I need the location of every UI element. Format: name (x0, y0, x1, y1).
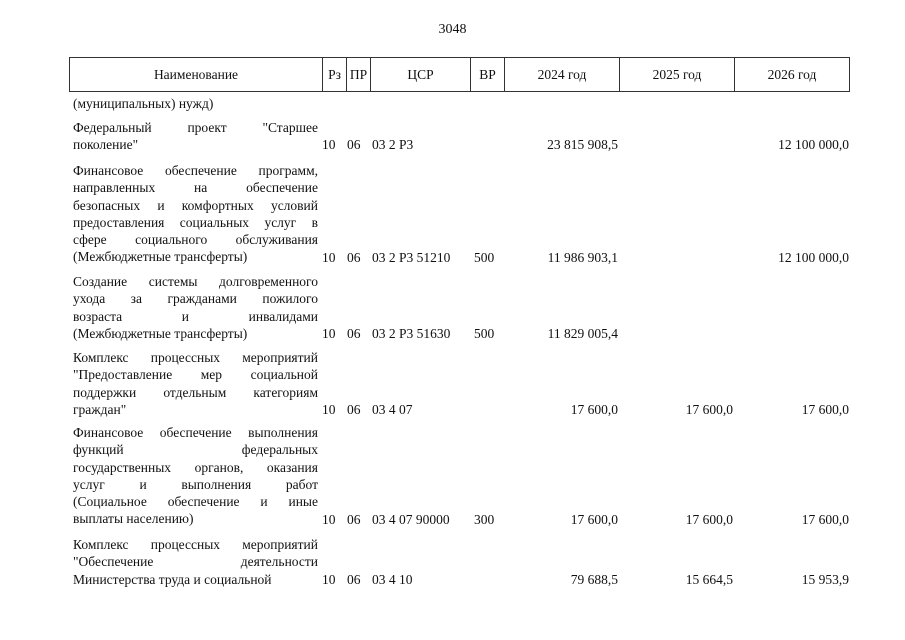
header-2024: 2024 год (505, 58, 620, 91)
table-header (69, 57, 850, 92)
cell-rz: 10 (322, 401, 336, 417)
cell-csr: 03 2 Р3 (372, 137, 414, 153)
row-name-line: направленных на обеспечение (73, 180, 318, 196)
row-name (73, 273, 318, 342)
header-csr: ЦСР (371, 58, 471, 91)
cell-vr: 500 (474, 325, 495, 341)
row-name-line: Финансовое обеспечение программ, (73, 163, 318, 178)
cell-y2024: 11 829 005,4 (547, 325, 618, 341)
cell-csr: 03 4 10 (372, 571, 413, 587)
header-vr: ВР (471, 58, 505, 91)
cell-y2026: 17 600,0 (801, 511, 849, 527)
row-name-line: предоставления социальных услуг в (73, 214, 318, 230)
cell-csr: 03 2 Р3 51210 (372, 249, 451, 265)
cell-pr: 06 (347, 571, 361, 587)
cell-rz: 10 (322, 137, 336, 153)
row-name-line: (Межбюджетные трансферты) (73, 325, 248, 341)
cell-rz: 10 (322, 511, 336, 527)
cell-pr: 06 (347, 249, 361, 265)
cell-pr: 06 (347, 137, 361, 153)
cell-y2025: 17 600,0 (685, 401, 733, 417)
row-name-line: поддержки отдельным категориям (73, 384, 318, 400)
cell-y2024: 23 815 908,5 (547, 137, 618, 153)
header-pr: ПР (347, 58, 371, 91)
row-name-line: Федеральный проект "Старшее (73, 120, 318, 135)
cell-rz: 10 (322, 249, 336, 265)
header-name: Наименование (70, 58, 323, 91)
row-name-line: ухода за гражданами пожилого (73, 291, 318, 307)
cell-rz: 10 (322, 325, 336, 341)
row-name (73, 119, 318, 154)
row-name (73, 349, 318, 418)
header-2025: 2025 год (620, 58, 735, 91)
cell-csr: 03 4 07 90000 (372, 511, 450, 527)
cell-y2024: 79 688,5 (570, 571, 618, 587)
row-name-line: (Социальное обеспечение и иные (73, 494, 318, 510)
row-name-line: сфере социального обслуживания (73, 232, 318, 248)
row-name-line: безопасных и комфортных условий (73, 197, 318, 213)
row-name (73, 95, 318, 112)
row-name-line: выплаты населению) (73, 511, 194, 527)
row-name (73, 424, 318, 528)
row-name-line: услуг и выполнения работ (73, 476, 318, 492)
row-name-line: (муниципальных) нужд) (73, 96, 214, 111)
row-name-line: государственных органов, оказания (73, 459, 318, 475)
cell-pr: 06 (347, 401, 361, 417)
cell-y2024: 17 600,0 (570, 511, 618, 527)
cell-rz: 10 (322, 571, 336, 587)
cell-y2026: 15 953,9 (801, 571, 849, 587)
cell-y2026: 12 100 000,0 (778, 137, 849, 153)
row-name-line: Комплекс процессных мероприятий (73, 350, 318, 365)
row-name-line: Финансовое обеспечение выполнения (73, 425, 318, 440)
row-name (73, 536, 318, 588)
cell-csr: 03 2 Р3 51630 (372, 325, 451, 341)
cell-y2024: 17 600,0 (570, 401, 618, 417)
header-rz: Рз (323, 58, 347, 91)
cell-pr: 06 (347, 325, 361, 341)
row-name-line: "Предоставление мер социальной (73, 367, 318, 383)
cell-y2026: 17 600,0 (801, 401, 849, 417)
cell-y2025: 15 664,5 (685, 571, 733, 587)
cell-vr: 300 (474, 511, 495, 527)
row-name-line: Комплекс процессных мероприятий (73, 537, 318, 552)
page-number: 3048 (438, 22, 467, 37)
row-name-line: граждан" (73, 401, 127, 417)
cell-y2024: 11 986 903,1 (547, 249, 618, 265)
cell-y2025: 17 600,0 (685, 511, 733, 527)
header-2026: 2026 год (767, 67, 817, 82)
cell-y2026: 12 100 000,0 (778, 249, 849, 265)
row-name-line: поколение" (73, 137, 139, 153)
row-name-line: Создание системы долговременного (73, 274, 318, 289)
cell-csr: 03 4 07 (372, 401, 413, 417)
row-name-line: функций федеральных (73, 442, 318, 458)
row-name-line: Министерства труда и социальной (73, 571, 272, 587)
cell-vr: 500 (474, 249, 495, 265)
row-name-line: (Межбюджетные трансферты) (73, 249, 248, 265)
cell-pr: 06 (347, 511, 361, 527)
row-name (73, 162, 318, 266)
row-name-line: возраста и инвалидами (73, 308, 318, 324)
row-name-line: "Обеспечение деятельности (73, 554, 318, 570)
